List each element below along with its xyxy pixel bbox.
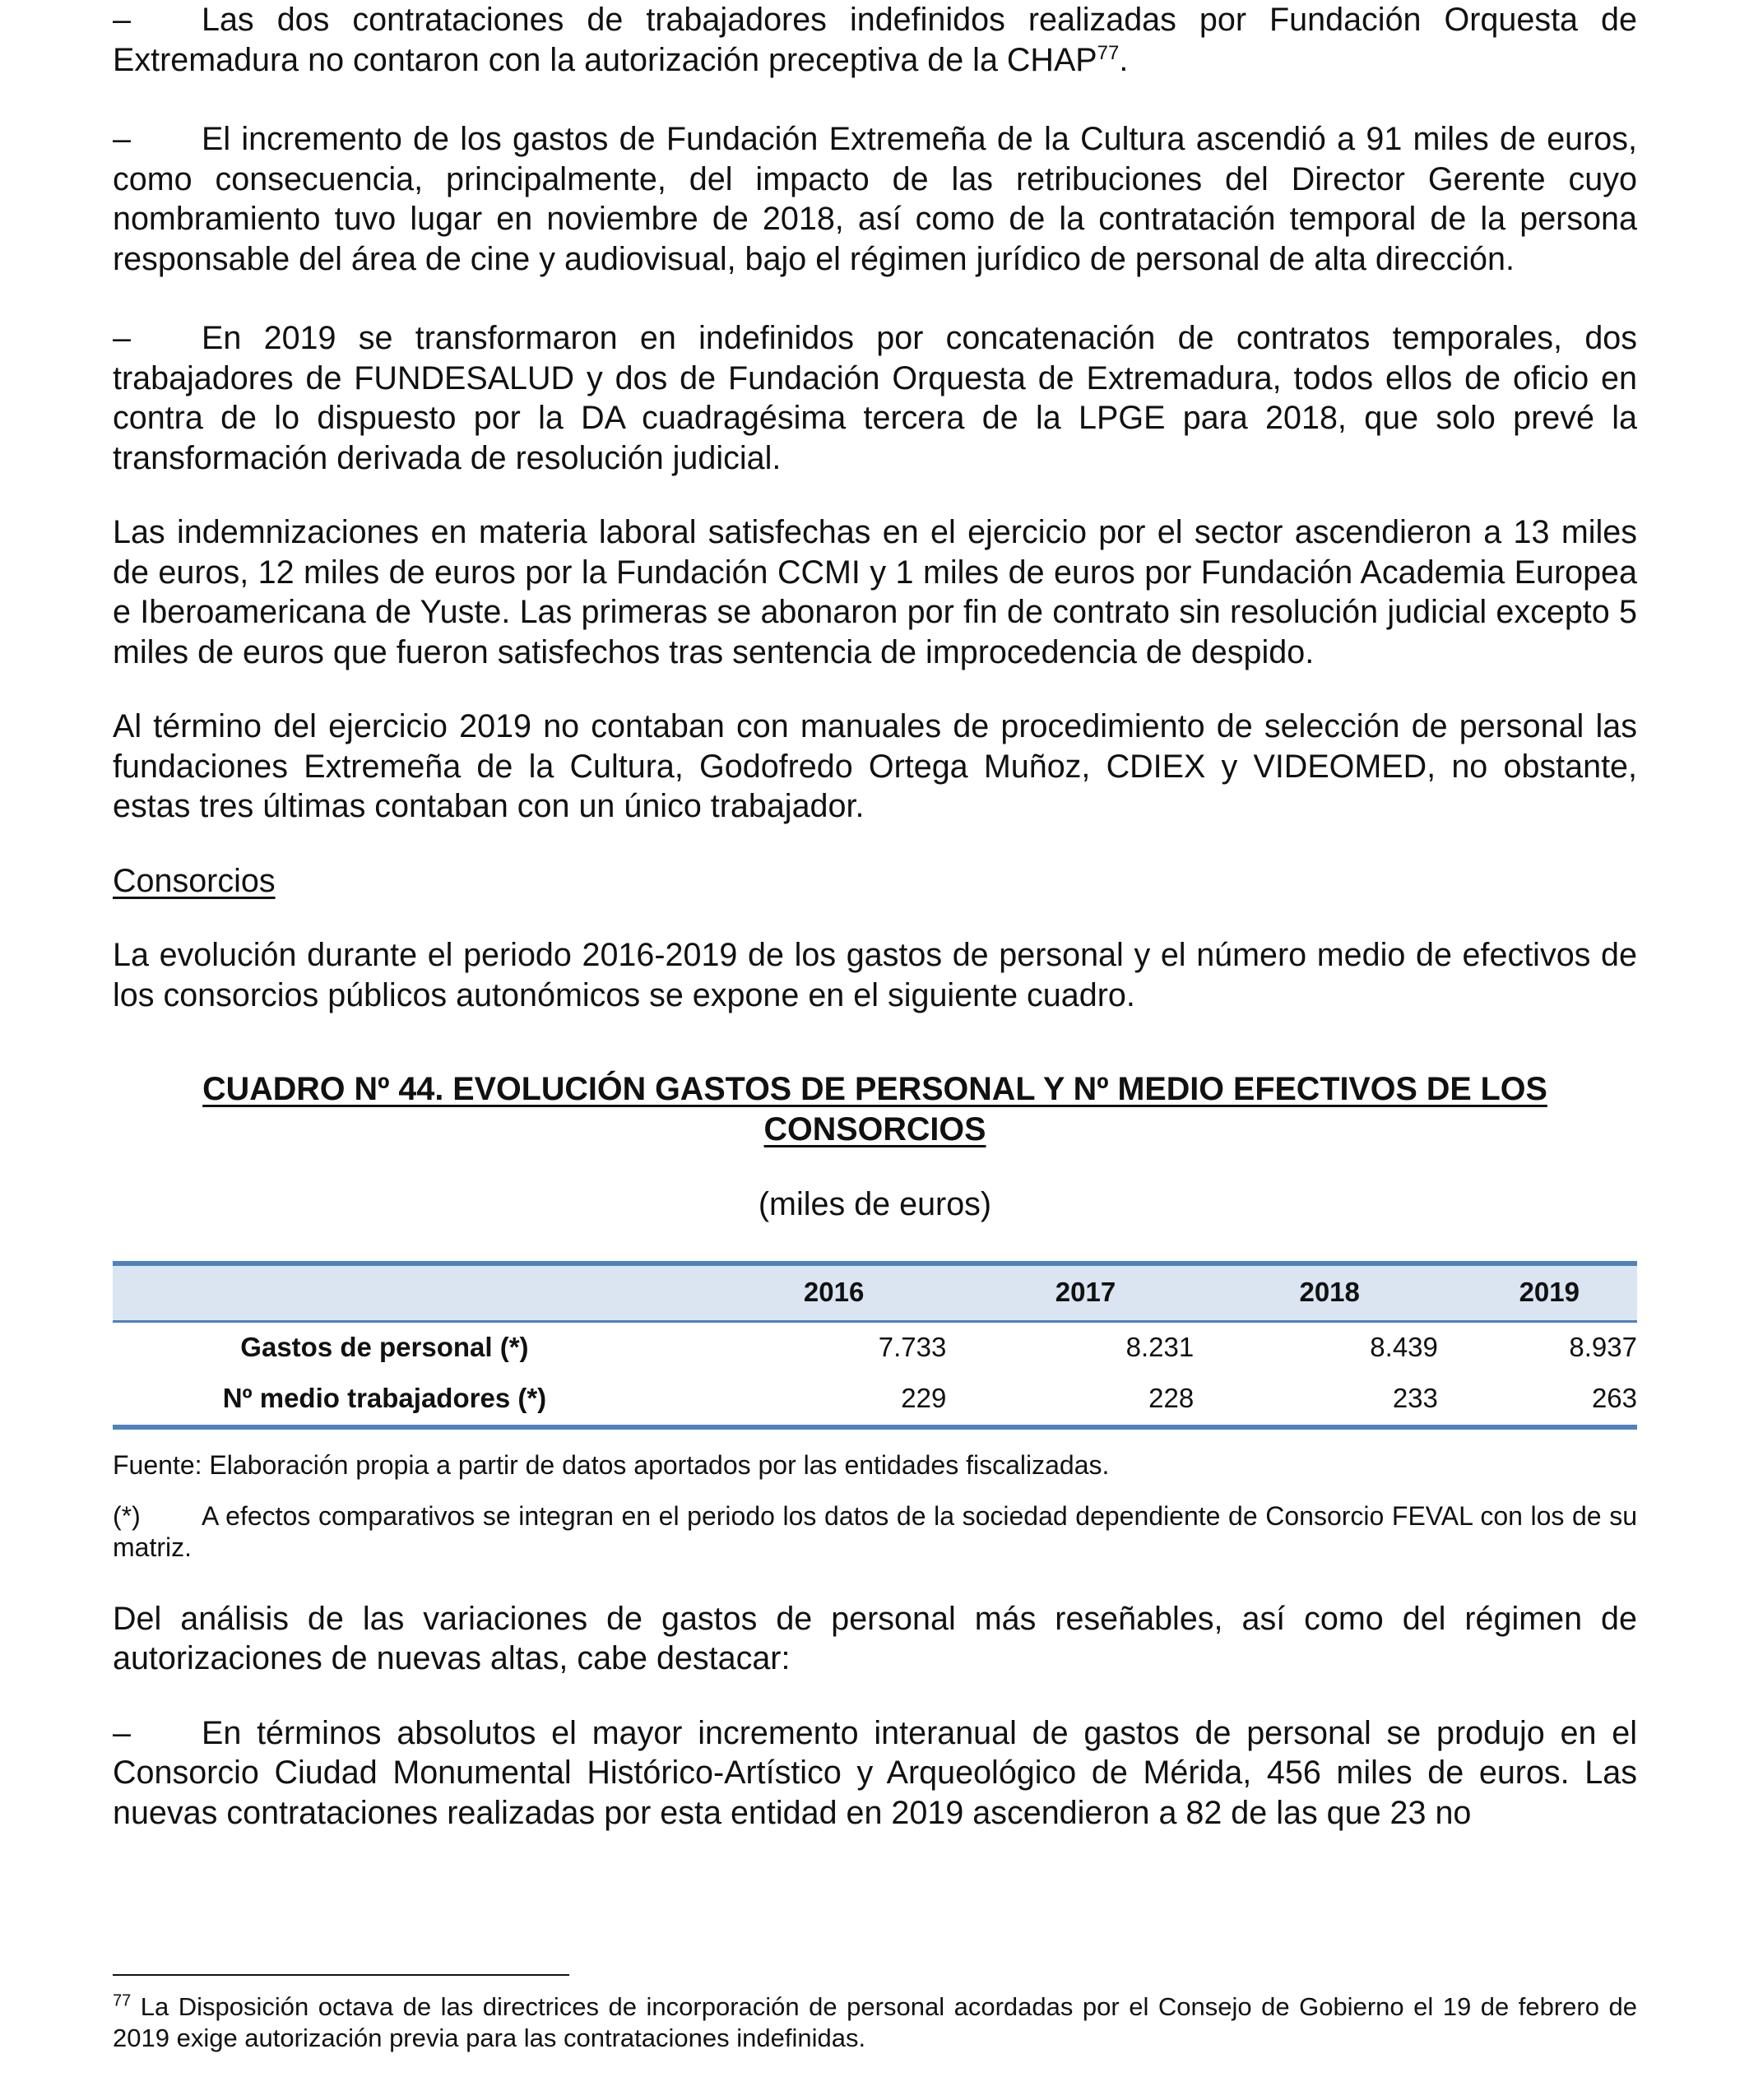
- table-row-trabajadores: [113, 1374, 1637, 1427]
- row-label-gastos: Gastos de personal (*): [240, 1332, 529, 1363]
- cell-trabajadores-2018: 233: [1392, 1383, 1438, 1414]
- table-header-row: [113, 1263, 1637, 1322]
- dash-bullet: –: [113, 1714, 131, 1751]
- table-row-gastos: [113, 1321, 1637, 1374]
- table-header-2018: 2018: [1194, 1263, 1438, 1322]
- paragraph-8: [113, 1713, 1637, 1833]
- paragraph-8-text: En términos absolutos el mayor incremento interanual de gastos de personal se produjo en el Consorcio Ciudad Monumental Histórico-Artístico y Arqueológico de Mérida, 456 miles de euros. Las nuevas contrataciones realizadas por esta entidad en 2019 ascendieron a 82 de las que 23 no: [113, 1714, 1637, 1831]
- table-header-2016: 2016: [656, 1263, 946, 1322]
- paragraph-2-text: El incremento de los gastos de Fundación Extremeña de la Cultura ascendió a 91 miles de euros, como consecuencia, principalmente, del impacto de las retribuciones del Director Gerente cuyo nombramiento tuvo lugar en noviembre de 2018, así como de la contratación temporal de la persona responsable del área de cine y audiovisual, bajo el régimen jurídico de personal de alta dirección.: [113, 121, 1637, 277]
- table-source: Fuente: Elaboración propia a partir de datos aportados por las entidades fiscalizadas.: [113, 1449, 1110, 1480]
- personnel-table: [113, 1261, 1637, 1430]
- footnote-77: [113, 1991, 1637, 2054]
- table-title: [113, 1069, 1637, 1150]
- cell-gastos-2017: 8.231: [1125, 1332, 1195, 1363]
- paragraph-5: Al término del ejercicio 2019 no contaban con manuales de procedimiento de selección de personal las fundaciones Extremeña de la Cultura, Godofredo Ortega Muñoz, CDIEX y VIDEOMED, no obstante, estas tres últimas contaban con un único trabajador.: [113, 708, 1637, 824]
- dash-bullet: –: [113, 2, 131, 38]
- section-heading-consorcios: Consorcios: [113, 862, 276, 899]
- paragraph-2: [113, 119, 1637, 279]
- table-header-2017: 2017: [946, 1263, 1194, 1322]
- paragraph-4: Las indemnizaciones en materia laboral satisfechas en el ejercicio por el sector ascendieron a 13 miles de euros, 12 miles de euros por la Fundación CCMI y 1 miles de euros por Fundación Academia Europea e Iberoamericana de Yuste. Las primeras se abonaron por fin de contrato sin resolución judicial excepto 5 miles de euros que fueron satisfechos tras sentencia de improcedencia de despido.: [113, 514, 1637, 670]
- cell-gastos-2018: 8.439: [1370, 1332, 1438, 1363]
- paragraph-3: [113, 318, 1637, 478]
- table-note-mark: (*): [113, 1500, 141, 1531]
- table-header-2019: 2019: [1438, 1263, 1637, 1322]
- table-note: [113, 1500, 1637, 1563]
- cell-trabajadores-2019: 263: [1591, 1383, 1637, 1414]
- table-title-line-2: CONSORCIOS: [763, 1111, 986, 1147]
- footnote-number: 77: [113, 1991, 132, 2010]
- table-note-text: A efectos comparativos se integran en el periodo los datos de la sociedad dependiente de Consorcio FEVAL con los de su matriz.: [113, 1500, 1637, 1562]
- cell-trabajadores-2017: 228: [1148, 1383, 1195, 1414]
- cell-gastos-2016: 7.733: [878, 1332, 947, 1363]
- paragraph-1-end: .: [1119, 41, 1129, 78]
- table-header-empty: [113, 1263, 656, 1322]
- footnote-ref-77[interactable]: 77: [1097, 41, 1120, 64]
- row-label-trabajadores: Nº medio trabajadores (*): [222, 1383, 547, 1414]
- document-page: [113, 0, 1637, 1833]
- cell-trabajadores-2016: 229: [901, 1383, 947, 1414]
- table-subtitle: (miles de euros): [758, 1186, 992, 1222]
- table-title-line-1: CUADRO Nº 44. EVOLUCIÓN GASTOS DE PERSONAL Y Nº MEDIO EFECTIVOS DE LOS: [202, 1071, 1547, 1107]
- cell-gastos-2019: 8.937: [1569, 1332, 1637, 1363]
- dash-bullet: –: [113, 121, 131, 157]
- paragraph-1-text: Las dos contrataciones de trabajadores indefinidos realizadas por Fundación Orquesta de Extremadura no contaron con la autorización preceptiva de la CHAP: [113, 2, 1637, 78]
- paragraph-1: [113, 0, 1637, 80]
- paragraph-6: La evolución durante el periodo 2016-2019 de los gastos de personal y el número medio de efectivos de los consorcios públicos autonómicos se expone en el siguiente cuadro.: [113, 937, 1637, 1013]
- paragraph-7: Del análisis de las variaciones de gastos de personal más reseñables, así como del régimen de autorizaciones de nuevas altas, cabe destacar:: [113, 1600, 1637, 1676]
- dash-bullet: –: [113, 320, 131, 356]
- paragraph-3-text: En 2019 se transformaron en indefinidos por concatenación de contratos temporales, dos trabajadores de FUNDESALUD y dos de Fundación Orquesta de Extremadura, todos ellos de oficio en contra de lo dispuesto por la DA cuadragésima tercera de la LPGE para 2018, que solo prevé la transformación derivada de resolución judicial.: [113, 320, 1637, 476]
- footnote-text: La Disposición octava de las directrices de incorporación de personal acordadas por el Consejo de Gobierno el 19 de febrero de 2019 exige autorización previa para las contrataciones indefinidas.: [113, 1992, 1637, 2052]
- footnote-separator: [113, 1974, 569, 1976]
